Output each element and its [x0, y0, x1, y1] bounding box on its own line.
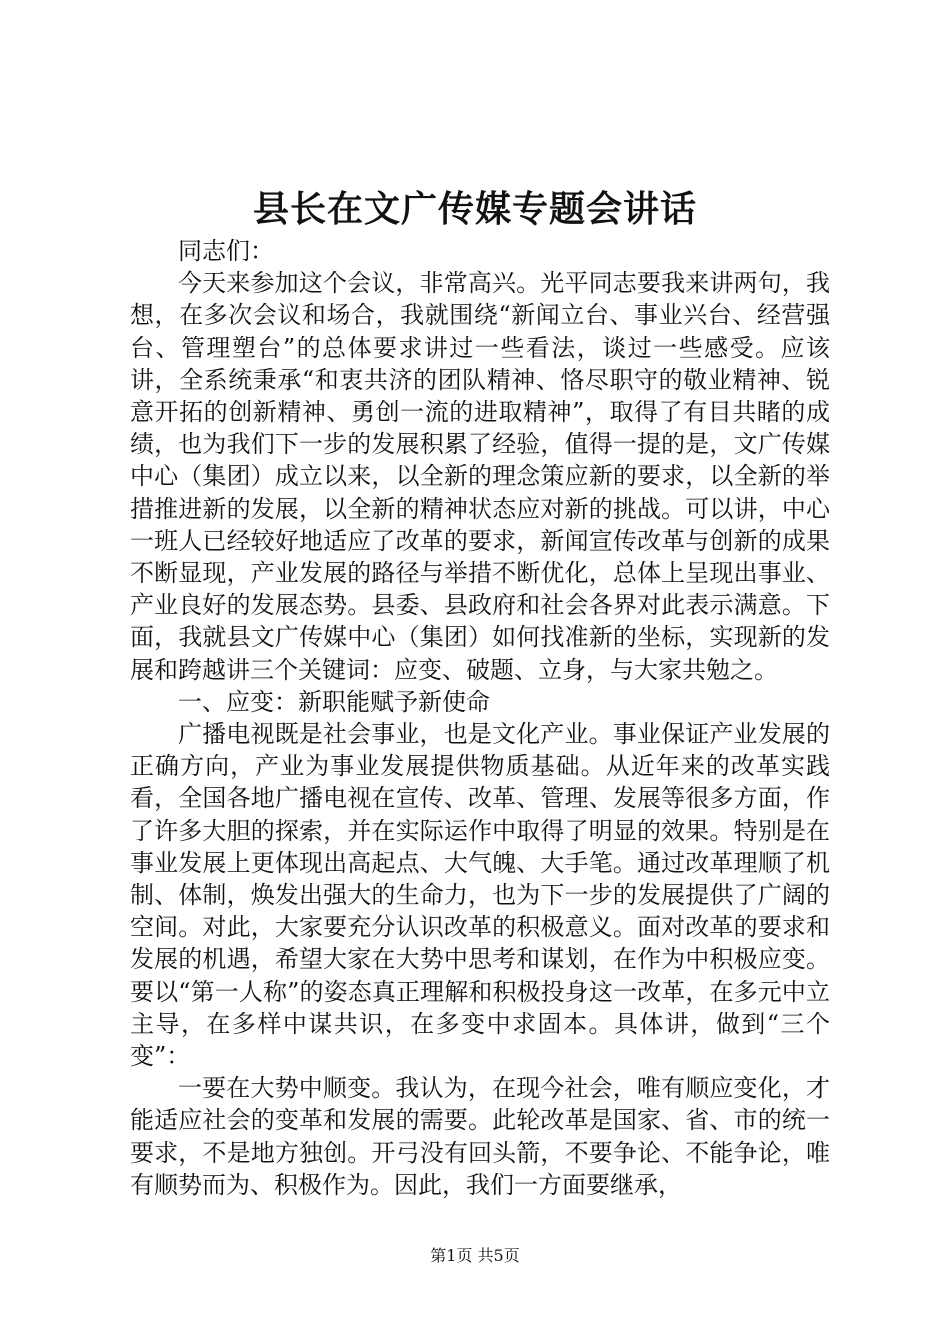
page-footer: 第1页 共5页 [430, 1246, 520, 1265]
section-heading: 一、应变：新职能赋予新使命 [178, 687, 490, 716]
body-paragraph: 今天来参加这个会议，非常高兴。光平同志要我来讲两句，我想，在多次会议和场合，我就围绕“新闻立台、事业兴台、经营强台、管理塑台”的总体要求讲过一些看法，谈过一些感受。应该讲，全系统秉承“和衷共济的团队精神、恪尽职守的敬业精神、锐意开拓的创新精神、勇创一流的进取精神”，取得了有目共睹的成绩，也为我们下一步的发展积累了经验，值得一提的是，文广传媒中心（集团）成立以来，以全新的理念策应新的要求，以全新的举措推进新的发展，以全新的精神状态应对新的挑战。可以讲，中心一班人已经较好地适应了改革的要求，新闻宣传改革与创新的成果不断显现，产业发展的路径与举措不断优化，总体上呈现出事业、产业良好的发展态势。县委、县政府和社会各界对此表示满意。下面，我就县文广传媒中心（集团）如何找准新的坐标，实现新的发展和跨越讲三个关键词：应变、破题、立身，与大家共勉之。 [130, 269, 830, 684]
document-title: 县长在文广传媒专题会讲话 [252, 188, 697, 230]
body-paragraph: 广播电视既是社会事业，也是文化产业。事业保证产业发展的正确方向，产业为事业发展提供物质基础。从近年来的改革实践看，全国各地广播电视在宣传、改革、管理、发展等很多方面，作了许多大胆的探索，并在实际运作中取得了明显的效果。特别是在事业发展上更体现出高起点、大气魄、大手笔。通过改革理顺了机制、体制，焕发出强大的生命力，也为下一步的发展提供了广阔的空间。对此，大家要充分认识改革的积极意义。面对改革的要求和发展的机遇，希望大家在大势中思考和谋划，在作为中积极应变。要以“第一人称”的姿态真正理解和积极投身这一改革，在多元中立主导，在多样中谋共识，在多变中求固本。具体讲，做到“三个变”： [130, 720, 830, 1071]
salutation-paragraph: 同志们： [178, 237, 274, 265]
document-body [130, 235, 830, 1201]
body-paragraph: 一要在大势中顺变。我认为，在现今社会，唯有顺应变化，才能适应社会的变革和发展的需要。此轮改革是国家、省、市的统一要求，不是地方独创。开弓没有回头箭，不要争论、不能争论，唯有顺势而为、积极作为。因此，我们一方面要继承， [130, 1074, 830, 1199]
